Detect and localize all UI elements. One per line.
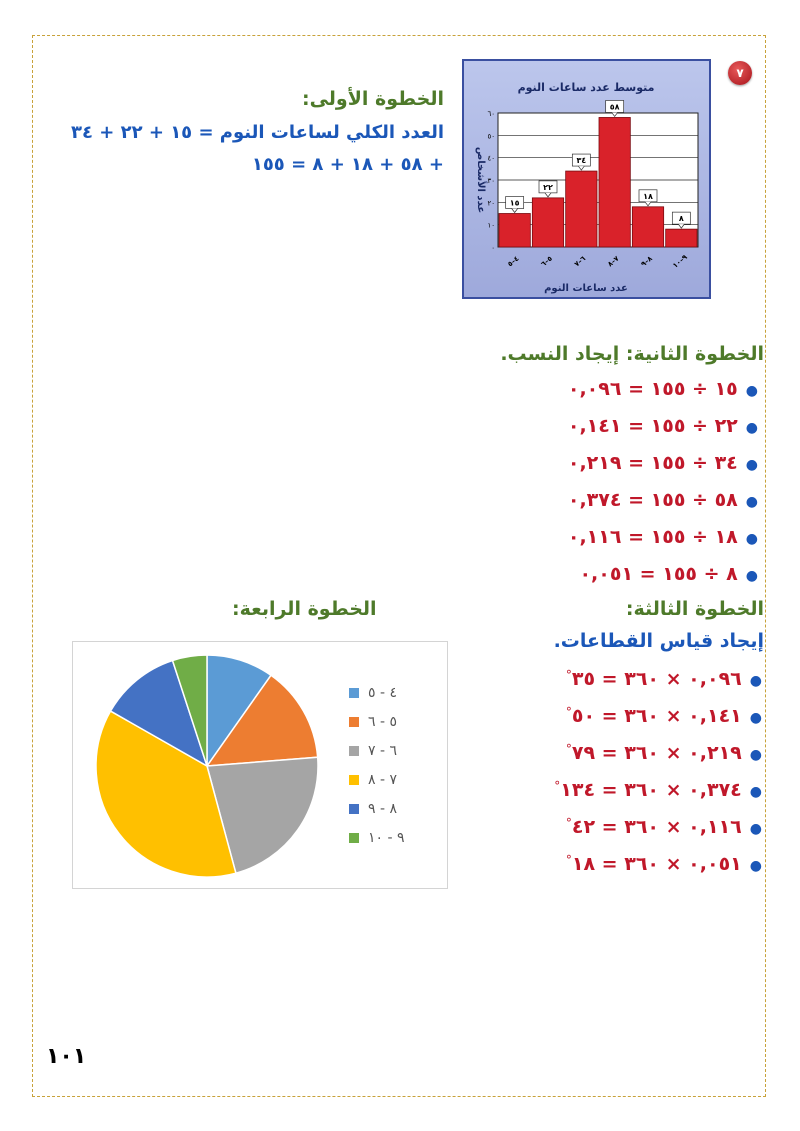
data-label: ٨ (678, 214, 684, 224)
list-item: ●٠,٢١٩ × ٣٦٠ = ٧٩° (565, 742, 762, 764)
legend-label: ٧ - ٨ (368, 771, 398, 788)
data-label: ٢٢ (543, 182, 553, 192)
y-tick-label: ٠ (491, 244, 495, 252)
legend-entry (349, 736, 405, 765)
x-tick-label: ٧–٨ (606, 254, 621, 269)
bar (632, 207, 663, 247)
list-item: ●١٥ ÷ ١٥٥ = ٠,٠٩٦ (567, 378, 758, 400)
bar (532, 198, 563, 247)
data-label: ٣٤ (576, 156, 587, 166)
data-label: ١٥ (509, 198, 520, 208)
pie-legend (349, 678, 405, 852)
bar-chart-figure (462, 59, 711, 299)
legend-label: ٦ - ٧ (368, 742, 398, 759)
step2-title: الخطوة الثانية: إيجاد النسب. (500, 343, 764, 365)
step1-total-line1: العدد الكلي لساعات النوم = ١٥ + ٢٢ + ٣٤ (70, 122, 444, 143)
ratio-list (568, 378, 758, 600)
list-item: ●٠,١٤١ × ٣٦٠ = ٥٠° (565, 705, 762, 727)
list-item: ●٠,٠٩٦ × ٣٦٠ = ٣٥° (565, 668, 762, 690)
legend-swatch (349, 804, 359, 814)
legend-swatch (349, 775, 359, 785)
pie-chart-figure (72, 641, 448, 889)
bar (499, 214, 530, 248)
legend-label: ٨ - ٩ (368, 800, 398, 817)
step1-total-line2: + ٥٨ + ١٨ + ٨ = ١٥٥ (251, 154, 444, 175)
bar (666, 229, 697, 247)
list-item: ●٠,٣٧٤ × ٣٦٠ = ١٣٤° (554, 779, 762, 801)
y-axis-label: عدد الأشخاص (475, 146, 486, 214)
list-item: ●٠,٠٥١ × ٣٦٠ = ١٨° (565, 853, 762, 875)
x-axis-label: عدد ساعات النوم (544, 283, 628, 294)
y-tick-label: ٢٠ (487, 199, 495, 208)
data-label: ٥٨ (609, 102, 620, 112)
legend-entry (349, 794, 405, 823)
step3-title: الخطوة الثالثة: (625, 598, 764, 620)
list-item: ●٥٨ ÷ ١٥٥ = ٠,٣٧٤ (567, 489, 758, 511)
list-item: ●١٨ ÷ ١٥٥ = ٠,١١٦ (567, 526, 758, 548)
angle-list (554, 668, 762, 890)
legend-swatch (349, 688, 359, 698)
page-number: ١٠١ (46, 1044, 87, 1069)
step4-title: الخطوة الرابعة: (232, 598, 377, 620)
bar-chart (464, 61, 709, 297)
legend-swatch (349, 833, 359, 843)
y-tick-label: ١٠ (487, 221, 495, 230)
legend-swatch (349, 746, 359, 756)
y-tick-label: ٣٠ (487, 177, 495, 185)
list-item: ●٠,١١٦ × ٣٦٠ = ٤٢° (565, 816, 762, 838)
y-tick-label: ٤٠ (487, 154, 495, 163)
legend-entry (349, 765, 405, 794)
legend-label: ٥ - ٦ (368, 713, 398, 730)
legend-label: ٤ - ٥ (368, 684, 398, 701)
x-tick-label: ٨–٩ (639, 254, 654, 269)
list-item: ●٨ ÷ ١٥٥ = ٠,٠٥١ (579, 563, 758, 585)
data-label: ١٨ (643, 191, 653, 201)
step3-subtitle: إيجاد قياس القطاعات. (553, 630, 764, 652)
step1-title: الخطوة الأولى: (301, 88, 444, 110)
x-tick-label: ٤–٥ (506, 254, 521, 269)
list-item: ●٢٢ ÷ ١٥٥ = ٠,١٤١ (567, 415, 758, 437)
list-item: ●٣٤ ÷ ١٥٥ = ٠,٢١٩ (567, 452, 758, 474)
bar (599, 117, 630, 247)
legend-swatch (349, 717, 359, 727)
y-tick-label: ٥٠ (487, 132, 495, 141)
x-tick-label: ٦–٧ (572, 254, 588, 269)
x-tick-label: ٩–١٠ (671, 253, 689, 270)
x-tick-label: ٥–٦ (539, 254, 554, 269)
legend-label: ٩ - ١٠ (368, 829, 405, 846)
legend-entry (349, 678, 405, 707)
legend-entry (349, 707, 405, 736)
bar-chart-title: متوسط عدد ساعات النوم (517, 81, 655, 94)
legend-entry (349, 823, 405, 852)
problem-number-badge: ٧ (728, 61, 752, 85)
bar (566, 171, 597, 247)
y-tick-label: ٦٠ (487, 110, 495, 118)
